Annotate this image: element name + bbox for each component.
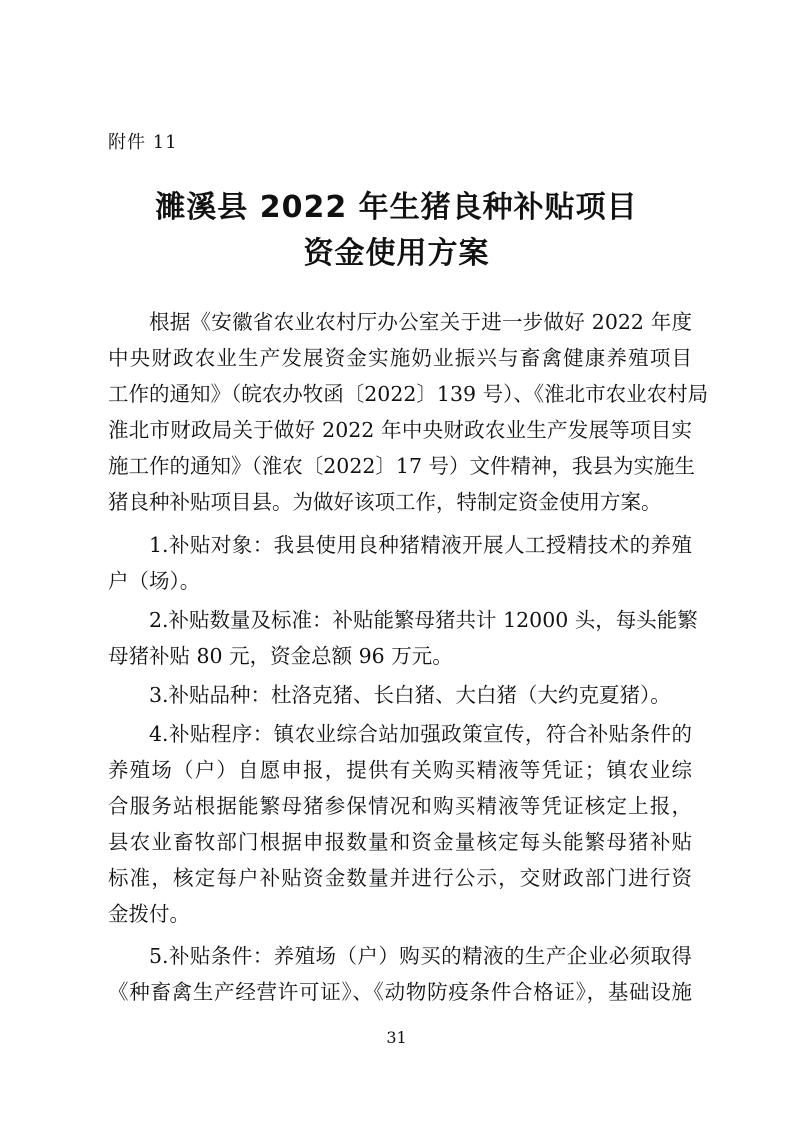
paragraph-line: 户（场）。 <box>108 569 201 593</box>
document-title-line-1: 濉溪县 2022 年生猪良种补贴项目 <box>155 190 638 225</box>
paragraph-line: 5.补贴条件：养殖场（户）购买的精液的生产企业必须取得 <box>149 944 692 968</box>
page-number: 31 <box>386 1028 407 1047</box>
paragraph-line: 3.补贴品种：杜洛克猪、长白猪、大白猪（大约克夏猪）。 <box>149 683 671 707</box>
intro-paragraph <box>108 304 709 520</box>
paragraph-line: 养殖场（户）自愿申报，提供有关购买精液等凭证；镇农业综 <box>108 758 692 782</box>
paragraph-line: 4.补贴程序：镇农业综合站加强政策宣传，符合补贴条件的 <box>149 722 692 746</box>
item-5-paragraph <box>108 938 692 1010</box>
item-1-paragraph <box>108 527 692 599</box>
paragraph-line: 母猪补贴 80 元，资金总额 96 万元。 <box>108 644 453 668</box>
paragraph-line: 《种畜禽生产经营许可证》、《动物防疫条件合格证》，基础设施 <box>108 980 692 1004</box>
paragraph-line: 金拨付。 <box>108 902 190 926</box>
paragraph-line: 猪良种补贴项目县。为做好该项工作，特制定资金使用方案。 <box>108 490 662 514</box>
item-2-paragraph <box>108 602 698 674</box>
paragraph-line: 工作的通知》（皖农办牧函〔2022〕139 号）、《淮北市农业农村局 <box>108 382 709 406</box>
paragraph-line: 根据《安徽省农业农村厅办公室关于进一步做好 2022 年度 <box>149 310 692 334</box>
paragraph-line: 县农业畜牧部门根据申报数量和资金量核定每头能繁母猪补贴 <box>108 830 692 854</box>
document-title-line-2: 资金使用方案 <box>303 236 490 271</box>
paragraph-line: 标准，核定每户补贴资金数量并进行公示，交财政部门进行资 <box>108 866 692 890</box>
paragraph-line: 淮北市财政局关于做好 2022 年中央财政农业生产发展等项目实 <box>108 418 692 442</box>
paragraph-line: 1.补贴对象：我县使用良种猪精液开展人工授精技术的养殖 <box>149 533 692 557</box>
paragraph-line: 2.补贴数量及标准：补贴能繁母猪共计 12000 头，每头能繁 <box>149 608 698 632</box>
paragraph-line: 合服务站根据能繁母猪参保情况和购买精液等凭证核定上报， <box>108 794 692 818</box>
item-3-paragraph <box>108 677 692 713</box>
attachment-label: 附件 11 <box>108 132 178 153</box>
paragraph-line: 中央财政农业生产发展资金实施奶业振兴与畜禽健康养殖项目 <box>108 346 692 370</box>
paragraph-line: 施工作的通知》（淮农〔2022〕17 号）文件精神，我县为实施生 <box>108 454 696 478</box>
item-4-paragraph <box>108 716 692 932</box>
